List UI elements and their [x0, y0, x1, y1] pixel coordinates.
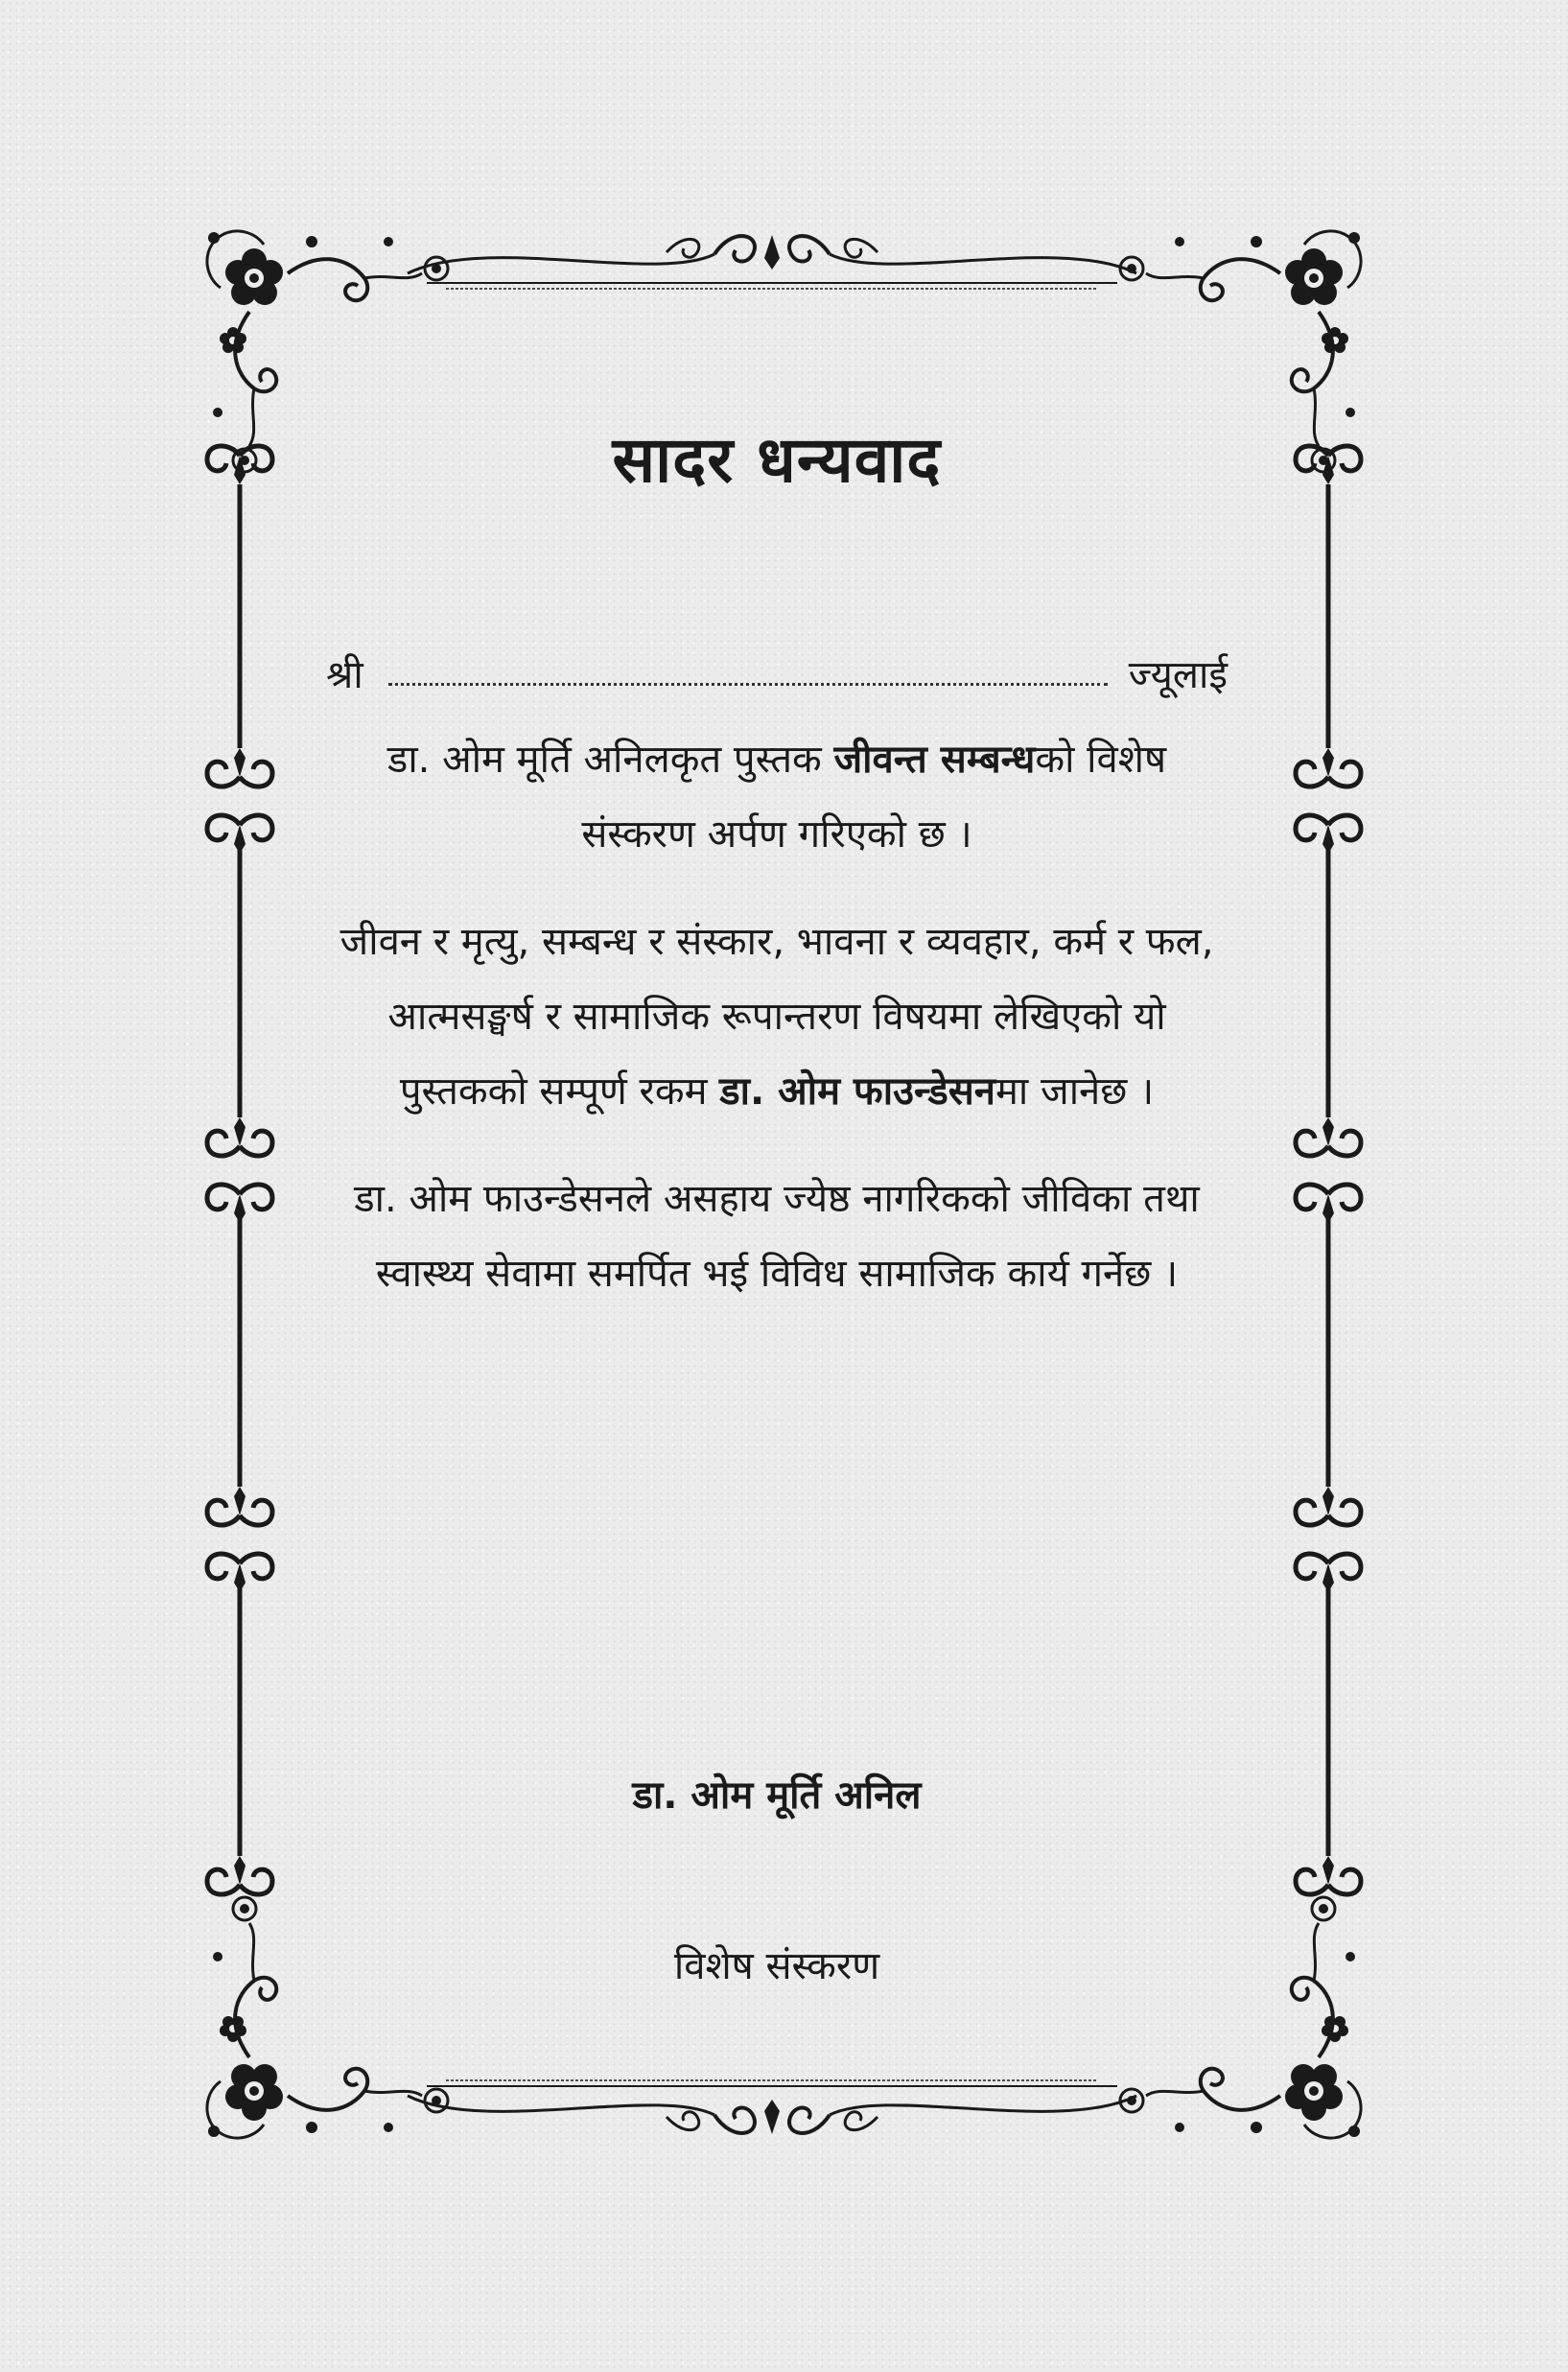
dedication-suffix: ज्यूलाई [1128, 653, 1228, 698]
paragraph-text: मा जानेछ । [995, 1069, 1155, 1115]
dedication-blank [388, 683, 1108, 686]
paragraph-book-subject [326, 904, 1228, 1129]
paragraph-foundation: डा. ओम फाउन्डेसनले असहाय ज्येष्ठ नागरिकको जीविका तथा स्वास्थ्य सेवामा समर्पित भई विविध सामाजिक कार्य गर्नेछ । [354, 1177, 1200, 1297]
paragraph-text: जीवन र मृत्यु, सम्बन्ध र संस्कार, भावना र व्यवहार, कर्म र फल, आत्मसङ्घर्ष र सामाजिक रूपान्तरण विषयमा लेखिएको यो पुस्तकको सम्पूर्ण रकम [339, 920, 1214, 1115]
paragraph-dedication [326, 722, 1228, 872]
scroll-rail-icon [207, 446, 272, 1894]
paragraph-text: को विशेष संस्करण अर्पण गरिएको छ । [581, 738, 1167, 857]
edition-label: विशेष संस्करण [673, 1944, 880, 1988]
floral-corner-icon [1120, 1897, 1361, 2138]
paragraph-text: डा. ओम मूर्ति अनिलकृत पुस्तक [386, 738, 834, 783]
flourish-footer-icon [408, 2080, 1136, 2134]
dedication-line [326, 642, 1228, 699]
foundation-name: डा. ओम फाउन्डेसन [719, 1069, 996, 1115]
book-title: जीवन्त सम्बन्ध [833, 738, 1036, 783]
dedication-prefix: श्री [326, 653, 363, 698]
page-title: सादर धन्यवाद [612, 423, 942, 497]
author-name: डा. ओम मूर्ति अनिल [632, 1773, 922, 1818]
scroll-rail-icon [1296, 446, 1361, 1894]
flourish-header-icon [408, 235, 1136, 289]
floral-corner-icon [207, 1897, 448, 2138]
document-body [326, 422, 1228, 1311]
